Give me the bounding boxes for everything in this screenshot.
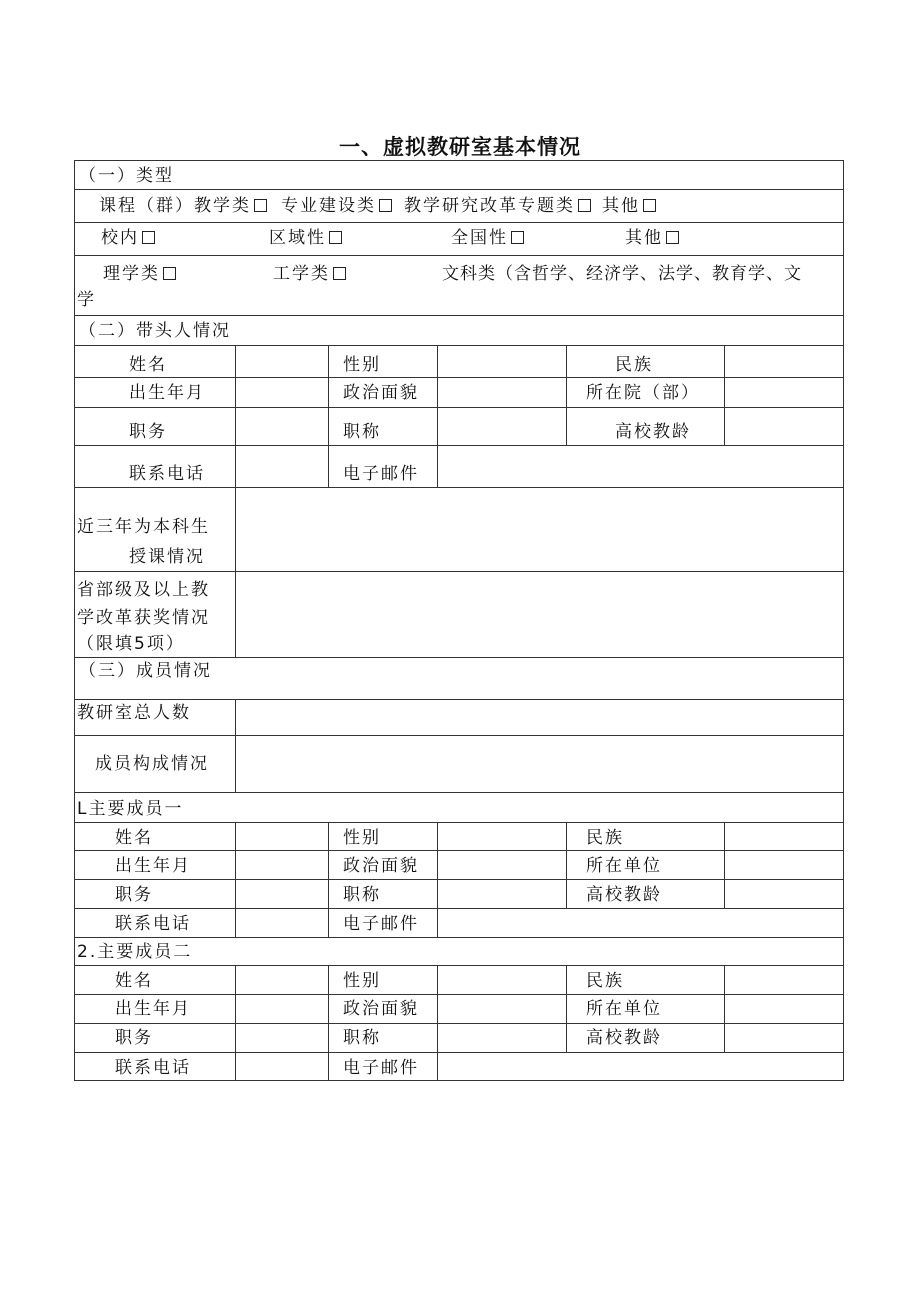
col-divider: [724, 965, 725, 1052]
checkbox-icon[interactable]: [142, 231, 155, 244]
discipline-liberal-wrap: 学: [77, 290, 96, 310]
col-divider: [328, 822, 329, 937]
member1-heading: L主要成员一: [77, 799, 184, 819]
leader-teaching-age-label: 高校教龄: [615, 422, 691, 442]
leader-teaching-label-line2: 授课情况: [129, 547, 205, 567]
col-divider: [437, 965, 438, 1081]
checkbox-icon[interactable]: [379, 199, 392, 212]
row-divider: [75, 699, 843, 700]
member1-post-label: 职务: [115, 885, 153, 905]
scope-other-option[interactable]: 其他: [625, 227, 679, 249]
col-divider: [235, 699, 236, 792]
section-members-heading: （三）成员情况: [79, 661, 212, 681]
row-divider: [75, 255, 843, 256]
row-divider: [75, 315, 843, 316]
leader-award-label-line3: （限填5项）: [77, 634, 185, 654]
leader-gender-label: 性别: [343, 355, 381, 375]
member1-teaching-age-label: 高校教龄: [586, 885, 662, 905]
page-title: 一、虚拟教研室基本情况: [339, 135, 581, 159]
leader-birth-label: 出生年月: [129, 383, 205, 403]
col-divider: [437, 822, 438, 937]
leader-award-label-line1: 省部级及以上教: [77, 580, 210, 600]
type-teaching-option[interactable]: 课程（群）教学类: [99, 195, 267, 217]
member1-title-label: 职称: [343, 885, 381, 905]
member2-ethnicity-label: 民族: [586, 971, 624, 991]
member2-teaching-age-label: 高校教龄: [586, 1028, 662, 1048]
checkbox-icon[interactable]: [163, 267, 176, 280]
leader-dept-label: 所在院（部）: [586, 383, 700, 403]
col-divider: [566, 345, 567, 445]
row-divider: [75, 1052, 843, 1053]
col-divider: [235, 487, 236, 657]
member2-post-label: 职务: [115, 1028, 153, 1048]
checkbox-icon[interactable]: [643, 199, 656, 212]
type-other-option[interactable]: 其他: [602, 195, 656, 217]
checkbox-icon[interactable]: [329, 231, 342, 244]
col-divider: [328, 345, 329, 487]
row-divider: [75, 937, 843, 938]
leader-title-label: 职称: [343, 422, 381, 442]
row-divider: [75, 657, 843, 658]
member1-politics-label: 政治面貌: [343, 856, 419, 876]
discipline-liberal-option[interactable]: 文科类（含哲学、经济学、法学、教育学、文: [442, 264, 802, 284]
col-divider: [724, 822, 725, 908]
scope-campus-option[interactable]: 校内: [101, 227, 155, 249]
checkbox-icon[interactable]: [666, 231, 679, 244]
member2-email-label: 电子邮件: [343, 1058, 419, 1078]
checkbox-icon[interactable]: [511, 231, 524, 244]
member2-politics-label: 政治面貌: [343, 999, 419, 1019]
member2-title-label: 职称: [343, 1028, 381, 1048]
row-divider: [75, 850, 843, 851]
section-leader-heading: （二）带头人情况: [79, 321, 231, 341]
row-divider: [75, 487, 843, 488]
total-members-label: 教研室总人数: [77, 703, 191, 723]
leader-phone-label: 联系电话: [129, 464, 205, 484]
member1-name-label: 姓名: [115, 828, 153, 848]
leader-name-label: 姓名: [129, 355, 167, 375]
leader-ethnicity-label: 民族: [615, 355, 653, 375]
checkbox-icon[interactable]: [333, 267, 346, 280]
row-divider: [75, 792, 843, 793]
member1-email-label: 电子邮件: [343, 914, 419, 934]
row-divider: [75, 189, 843, 190]
scope-national-option[interactable]: 全国性: [451, 227, 524, 249]
col-divider: [724, 345, 725, 445]
member1-ethnicity-label: 民族: [586, 828, 624, 848]
row-divider: [75, 407, 843, 408]
member1-birth-label: 出生年月: [115, 856, 191, 876]
discipline-engineering-option[interactable]: 工学类: [273, 263, 346, 285]
member2-phone-label: 联系电话: [115, 1058, 191, 1078]
leader-teaching-label-line1: 近三年为本科生: [77, 517, 210, 537]
checkbox-icon[interactable]: [254, 199, 267, 212]
member2-unit-label: 所在单位: [586, 999, 662, 1019]
leader-post-label: 职务: [129, 422, 167, 442]
scope-regional-option[interactable]: 区域性: [269, 227, 342, 249]
member1-gender-label: 性别: [343, 828, 381, 848]
row-divider: [75, 994, 843, 995]
col-divider: [566, 965, 567, 1052]
col-divider: [328, 965, 329, 1081]
member2-heading: 2.主要成员二: [77, 942, 193, 962]
col-divider: [235, 965, 236, 1081]
row-divider: [75, 965, 843, 966]
leader-politics-label: 政治面貌: [343, 383, 419, 403]
member2-gender-label: 性别: [343, 971, 381, 991]
type-research-option[interactable]: 教学研究改革专题类: [404, 195, 591, 217]
member1-phone-label: 联系电话: [115, 914, 191, 934]
col-divider: [235, 822, 236, 937]
type-major-option[interactable]: 专业建设类: [281, 195, 392, 217]
row-divider: [75, 345, 843, 346]
leader-email-label: 电子邮件: [343, 464, 419, 484]
col-divider: [235, 345, 236, 487]
member2-birth-label: 出生年月: [115, 999, 191, 1019]
member2-name-label: 姓名: [115, 971, 153, 991]
row-divider: [75, 908, 843, 909]
col-divider: [566, 822, 567, 908]
row-divider: [75, 822, 843, 823]
row-divider: [75, 735, 843, 736]
col-divider: [437, 345, 438, 487]
member1-unit-label: 所在单位: [586, 856, 662, 876]
basic-info-form: [74, 160, 844, 1081]
composition-label: 成员构成情况: [95, 754, 209, 774]
row-divider: [75, 445, 843, 446]
row-divider: [75, 222, 843, 223]
checkbox-icon[interactable]: [578, 199, 591, 212]
row-divider: [75, 571, 843, 572]
discipline-science-option[interactable]: 理学类: [103, 263, 176, 285]
row-divider: [75, 879, 843, 880]
row-divider: [75, 1023, 843, 1024]
row-divider: [75, 377, 843, 378]
leader-award-label-line2: 学改革获奖情况: [77, 608, 210, 628]
section-type-heading: （一）类型: [79, 166, 174, 186]
